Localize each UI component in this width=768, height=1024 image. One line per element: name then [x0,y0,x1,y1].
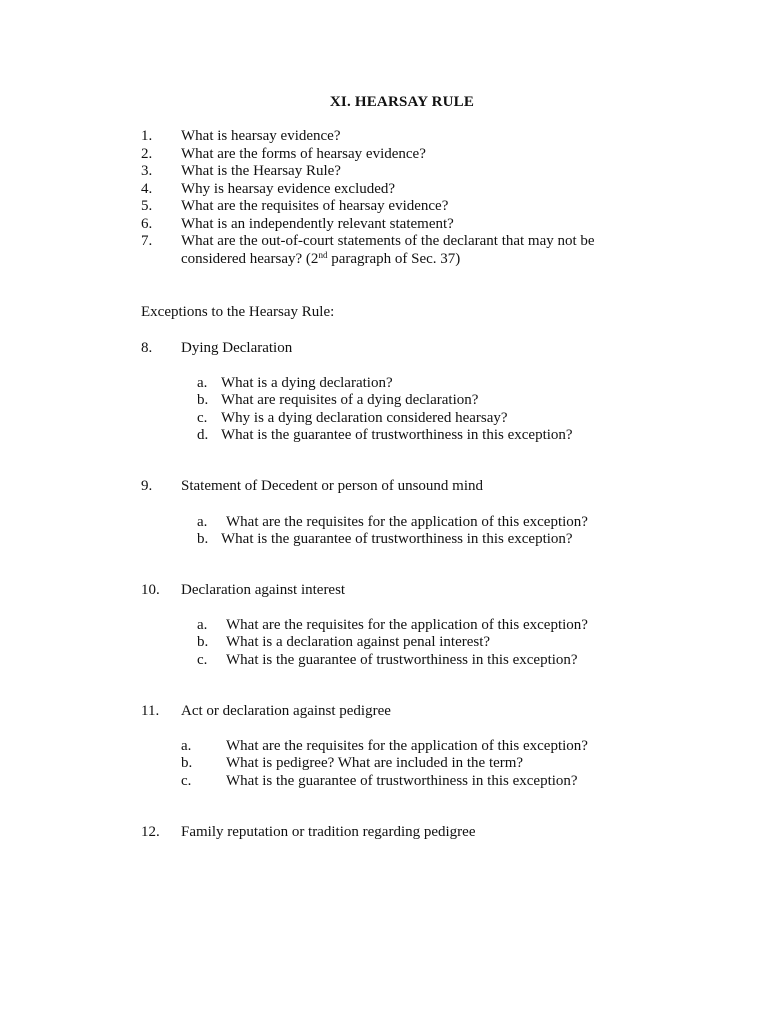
section-title: Act or declaration against pedigree [181,703,391,719]
section-title: Declaration against interest [181,582,346,598]
section-number: 10. [141,582,160,598]
question-item [141,181,701,199]
sub-question-item [141,634,701,652]
question-text-segment: paragraph of Sec. 37) [327,250,461,267]
section-number: 8. [141,340,153,356]
ordinal-superscript: nd [318,249,328,260]
section-title: Family reputation or tradition regarding pedigree [181,824,476,840]
question-list [141,128,701,269]
question-text: What is hearsay evidence? [181,128,341,144]
sub-question-text: What is a dying declaration? [221,374,393,391]
sub-question-list [141,617,701,670]
question-item [141,216,701,234]
question-number: 4. [141,180,153,197]
question-text: What are the requisites of hearsay evidence? [181,198,449,214]
section-title: Statement of Decedent or person of unsound mind [181,478,484,494]
question-item [141,163,701,181]
sub-question-letter: a. [197,374,208,391]
section-heading [141,340,701,358]
sub-question-item [141,652,701,670]
section-title: Dying Declaration [181,340,293,356]
sub-question-text: What is the guarantee of trustworthiness in this exception? [226,772,578,789]
section-number: 9. [141,478,153,494]
sub-question-item [141,738,701,756]
exception-section [141,340,701,445]
sub-question-text: What is the guarantee of trustworthiness in this exception? [226,651,578,668]
sub-question-letter: a. [197,616,208,633]
sub-question-letter: b. [197,634,209,650]
sub-question-text: What is a declaration against penal interest? [226,634,491,650]
question-number: 3. [141,163,153,179]
sub-question-list [141,375,701,445]
section-number: 12. [141,824,160,840]
question-text-segment: considered hearsay? (2 [181,250,319,267]
exceptions-heading: Exceptions to the Hearsay Rule: [141,304,335,320]
question-number: 5. [141,198,153,214]
sub-question-item [141,514,701,532]
sub-question-item [141,773,701,791]
sub-question-letter: b. [197,392,209,408]
sub-question-letter: a. [197,513,208,530]
sub-question-letter: c. [181,772,192,789]
sub-question-text: What are the requisites for the application of this exception? [226,616,588,633]
sub-question-text: Why is a dying declaration considered hearsay? [221,409,508,426]
page-title [0,94,768,112]
section-heading [141,703,701,721]
page-title-text: XI. HEARSAY RULE [329,94,475,110]
sub-question-text: What are the requisites for the application of this exception? [226,737,588,754]
sub-question-text: What are requisites of a dying declaration? [221,392,479,408]
sub-question-letter: b. [197,531,209,547]
question-item [141,146,701,164]
sub-question-item [141,617,701,635]
section-heading [141,478,701,496]
sub-question-text: What is the guarantee of trustworthiness in this exception? [221,531,573,547]
sub-question-item [141,755,701,773]
section-number: 11. [141,703,160,719]
question-item [141,233,701,269]
question-text: What are the forms of hearsay evidence? [181,145,426,162]
question-number: 2. [141,145,153,162]
sub-question-text: What are the requisites for the application of this exception? [226,513,588,530]
exception-section [141,478,701,549]
sub-question-letter: c. [197,409,208,426]
sub-question-list [141,514,701,549]
sub-question-letter: a. [181,737,192,754]
sub-question-list [141,738,701,791]
sub-question-item [141,531,701,549]
exception-section [141,703,701,790]
sub-question-text: What is pedigree? What are included in the term? [226,755,524,771]
question-text: Why is hearsay evidence excluded? [181,180,396,197]
sub-question-item [141,392,701,410]
question-text: What is the Hearsay Rule? [181,163,341,179]
sub-question-item [141,410,701,428]
sub-question-item [141,427,701,445]
sub-question-letter: d. [197,427,209,443]
exception-section [141,582,701,669]
question-text-line-1: What are the out-of-court statements of the declarant that may not be [181,233,595,249]
question-number: 6. [141,215,153,232]
exception-section [141,824,701,842]
section-heading [141,824,701,842]
section-heading [141,582,701,600]
sub-question-text: What is the guarantee of trustworthiness in this exception? [221,427,573,443]
question-number: 1. [141,128,153,144]
question-text: What is an independently relevant statement? [181,215,454,232]
question-item [141,198,701,216]
question-item [141,128,701,146]
sub-question-item [141,375,701,393]
sub-question-letter: b. [181,755,193,771]
sub-question-letter: c. [197,651,208,668]
question-text-line-2 [181,251,701,270]
question-number: 7. [141,233,153,249]
